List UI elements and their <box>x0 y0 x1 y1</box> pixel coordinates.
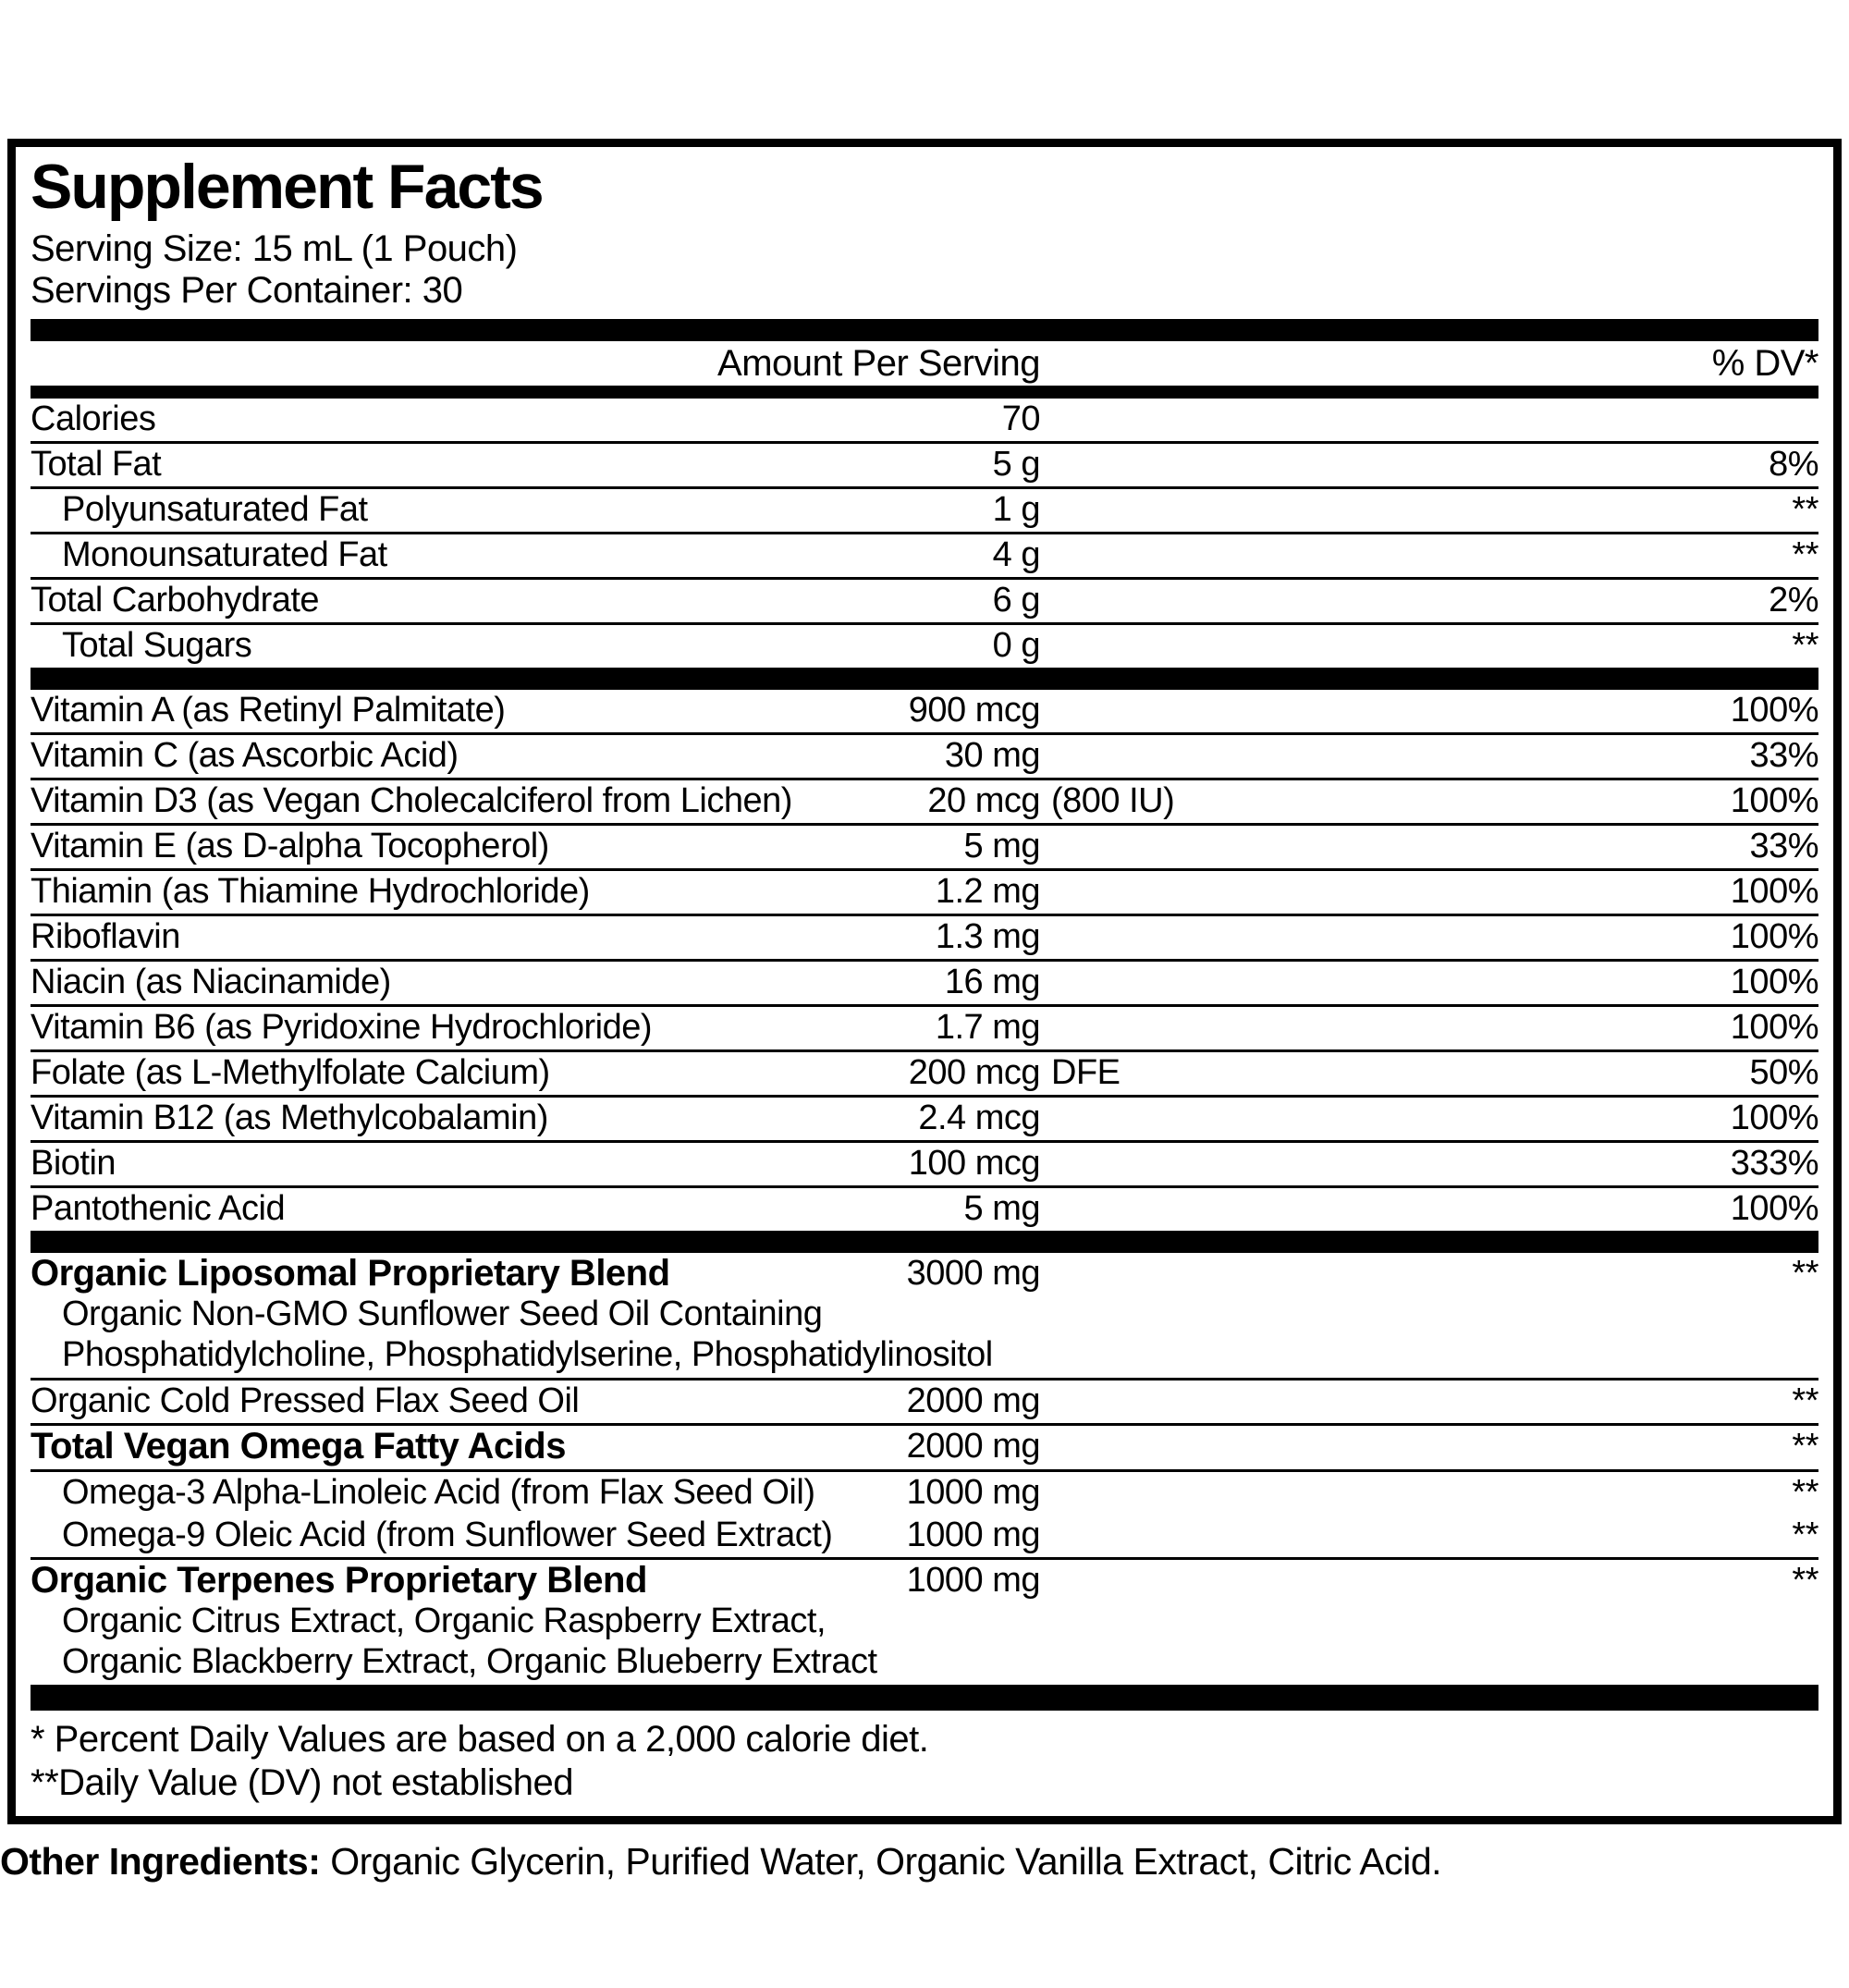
nutrient-row <box>31 1469 1818 1515</box>
nutrient-daily-value: 333% <box>1730 1144 1818 1183</box>
nutrient-daily-value: 50% <box>1749 1053 1818 1092</box>
nutrient-name: Total Carbohydrate <box>31 581 320 620</box>
nutrient-name: Vitamin B12 (as Methylcobalamin) <box>31 1098 548 1137</box>
nutrient-amount: 2.4 mcg <box>918 1098 1040 1137</box>
nutrient-amount: 70 <box>1001 399 1040 438</box>
nutrient-amount: 2000 mg <box>906 1381 1040 1420</box>
nutrient-row <box>31 823 1818 868</box>
nutrient-name: Vitamin D3 (as Vegan Cholecalciferol from Lichen) <box>31 781 792 820</box>
nutrient-amount: 1000 mg <box>906 1473 1040 1512</box>
nutrient-row <box>31 1378 1818 1423</box>
nutrient-daily-value: 100% <box>1730 917 1818 956</box>
nutrient-name: Organic Cold Pressed Flax Seed Oil <box>31 1381 580 1420</box>
nutrient-daily-value: 100% <box>1730 1008 1818 1047</box>
blend-subline: Organic Blackberry Extract, Organic Blueberry Extract <box>62 1642 877 1681</box>
nutrient-name: Omega-9 Oleic Acid (from Sunflower Seed Extract) <box>62 1516 833 1554</box>
nutrient-daily-value: 100% <box>1730 963 1818 1001</box>
nutrient-name: Thiamin (as Thiamine Hydrochloride) <box>31 872 590 911</box>
nutrient-row <box>31 690 1818 732</box>
nutrient-amount: 0 g <box>992 626 1040 665</box>
other-ingredients-label: Other Ingredients: <box>0 1840 321 1883</box>
nutrient-amount: 5 mg <box>963 827 1040 865</box>
panel-title: Supplement Facts <box>31 152 543 222</box>
percent-dv-header: % DV* <box>1711 343 1818 384</box>
other-ingredients-text: Organic Glycerin, Purified Water, Organic Vanilla Extract, Citric Acid. <box>320 1840 1442 1883</box>
nutrient-daily-value: 2% <box>1769 581 1818 620</box>
nutrient-row <box>31 1423 1818 1469</box>
amount-per-serving-header: Amount Per Serving <box>717 343 1040 384</box>
nutrient-row <box>31 1004 1818 1049</box>
nutrient-amount: 20 mcg <box>927 781 1040 820</box>
nutrient-daily-value: ** <box>1792 490 1818 529</box>
supplement-facts-panel <box>7 139 1842 1824</box>
vitamins-section <box>31 690 1818 1231</box>
nutrient-daily-value: ** <box>1792 535 1818 574</box>
nutrient-amount: 1.7 mg <box>935 1008 1040 1047</box>
nutrient-daily-value: ** <box>1792 626 1818 665</box>
nutrient-daily-value: 100% <box>1730 1098 1818 1137</box>
nutrient-row <box>31 1185 1818 1231</box>
nutrient-daily-value: 100% <box>1730 691 1818 730</box>
nutrient-row <box>31 959 1818 1004</box>
nutrient-daily-value: ** <box>1792 1381 1818 1420</box>
nutrient-amount-suffix: (800 IU) <box>1051 781 1175 820</box>
nutrient-amount: 200 mcg <box>908 1053 1040 1092</box>
nutrient-amount: 900 mcg <box>908 691 1040 730</box>
nutrient-daily-value: 8% <box>1769 445 1818 484</box>
nutrient-daily-value: ** <box>1792 1473 1818 1512</box>
nutrient-amount: 5 mg <box>963 1189 1040 1228</box>
nutrient-name: Vitamin E (as D-alpha Tocopherol) <box>31 827 549 865</box>
nutrient-name: Calories <box>31 399 156 438</box>
footnote-percent-dv: * Percent Daily Values are based on a 2,000 calorie diet. <box>31 1719 929 1760</box>
nutrient-daily-value: ** <box>1792 1427 1818 1466</box>
nutrient-row <box>31 914 1818 959</box>
divider-bar-thick <box>31 668 1818 690</box>
divider-bar-extra-thick <box>31 1685 1818 1711</box>
nutrient-name: Organic Liposomal Proprietary Blend <box>31 1253 670 1294</box>
nutrient-name: Vitamin B6 (as Pyridoxine Hydrochloride) <box>31 1008 653 1047</box>
nutrient-name: Total Sugars <box>62 626 252 665</box>
nutrient-amount: 1 g <box>992 490 1040 529</box>
divider-bar-thick <box>31 319 1818 341</box>
nutrient-amount: 3000 mg <box>906 1254 1040 1293</box>
nutrient-amount: 2000 mg <box>906 1427 1040 1466</box>
serving-size: Serving Size: 15 mL (1 Pouch) <box>31 228 518 269</box>
nutrient-daily-value: 100% <box>1730 1189 1818 1228</box>
nutrient-name: Biotin <box>31 1144 116 1183</box>
nutrient-amount: 16 mg <box>944 963 1040 1001</box>
footnote-dv-not-established: **Daily Value (DV) not established <box>31 1762 574 1803</box>
nutrient-daily-value: ** <box>1792 1254 1818 1293</box>
nutrient-amount: 6 g <box>992 581 1040 620</box>
nutrient-name: Vitamin A (as Retinyl Palmitate) <box>31 691 506 730</box>
nutrient-amount: 1.2 mg <box>935 872 1040 911</box>
nutrient-row <box>31 1557 1818 1685</box>
other-ingredients <box>0 1839 1840 1884</box>
blend-subline: Organic Citrus Extract, Organic Raspberry Extract, <box>62 1601 827 1640</box>
nutrient-row <box>31 622 1818 668</box>
nutrient-amount: 4 g <box>992 535 1040 574</box>
nutrient-row <box>31 868 1818 914</box>
nutrient-daily-value: 33% <box>1749 827 1818 865</box>
supplement-label-page <box>0 139 1849 1884</box>
nutrient-daily-value: ** <box>1792 1561 1818 1600</box>
nutrient-name: Folate (as L-Methylfolate Calcium) <box>31 1053 550 1092</box>
servings-per-container: Servings Per Container: 30 <box>31 270 463 311</box>
nutrient-row <box>31 1095 1818 1140</box>
nutrient-name: Riboflavin <box>31 917 180 956</box>
nutrient-amount: 100 mcg <box>908 1144 1040 1183</box>
nutrient-row <box>31 1515 1818 1557</box>
nutrient-amount-suffix: DFE <box>1051 1053 1120 1092</box>
nutrient-name: Polyunsaturated Fat <box>62 490 368 529</box>
proprietary-blends-section <box>31 1253 1818 1685</box>
nutrient-row <box>31 441 1818 486</box>
blend-subline: Phosphatidylcholine, Phosphatidylserine, Phosphatidylinositol <box>62 1335 993 1374</box>
nutrient-name: Vitamin C (as Ascorbic Acid) <box>31 736 459 775</box>
nutrient-amount: 1000 mg <box>906 1561 1040 1600</box>
nutrient-name: Pantothenic Acid <box>31 1189 286 1228</box>
blend-subline: Organic Non-GMO Sunflower Seed Oil Containing <box>62 1295 823 1333</box>
nutrient-amount: 30 mg <box>944 736 1040 775</box>
divider-bar-thick <box>31 1231 1818 1253</box>
nutrient-row <box>31 732 1818 778</box>
nutrient-row <box>31 532 1818 577</box>
nutrient-amount: 1.3 mg <box>935 917 1040 956</box>
divider-bar-medium <box>31 386 1818 399</box>
nutrient-row <box>31 1253 1818 1378</box>
nutrient-amount: 1000 mg <box>906 1516 1040 1554</box>
nutrient-name: Organic Terpenes Proprietary Blend <box>31 1560 647 1601</box>
nutrient-name: Total Fat <box>31 445 162 484</box>
macronutrients-section <box>31 399 1818 668</box>
nutrient-name: Niacin (as Niacinamide) <box>31 963 391 1001</box>
nutrient-row <box>31 399 1818 441</box>
nutrient-row <box>31 1049 1818 1095</box>
nutrient-daily-value: 100% <box>1730 872 1818 911</box>
footnotes <box>31 1718 1818 1805</box>
nutrient-row <box>31 486 1818 532</box>
nutrient-amount: 5 g <box>992 445 1040 484</box>
nutrient-daily-value: 33% <box>1749 736 1818 775</box>
nutrient-name: Omega-3 Alpha-Linoleic Acid (from Flax Seed Oil) <box>62 1473 815 1512</box>
nutrient-daily-value: 100% <box>1730 781 1818 820</box>
nutrient-daily-value: ** <box>1792 1516 1818 1554</box>
column-header-row <box>31 341 1818 386</box>
nutrient-name: Monounsaturated Fat <box>62 535 387 574</box>
nutrient-row <box>31 778 1818 823</box>
nutrient-row <box>31 577 1818 622</box>
nutrient-row <box>31 1140 1818 1185</box>
nutrient-name: Total Vegan Omega Fatty Acids <box>31 1426 566 1466</box>
